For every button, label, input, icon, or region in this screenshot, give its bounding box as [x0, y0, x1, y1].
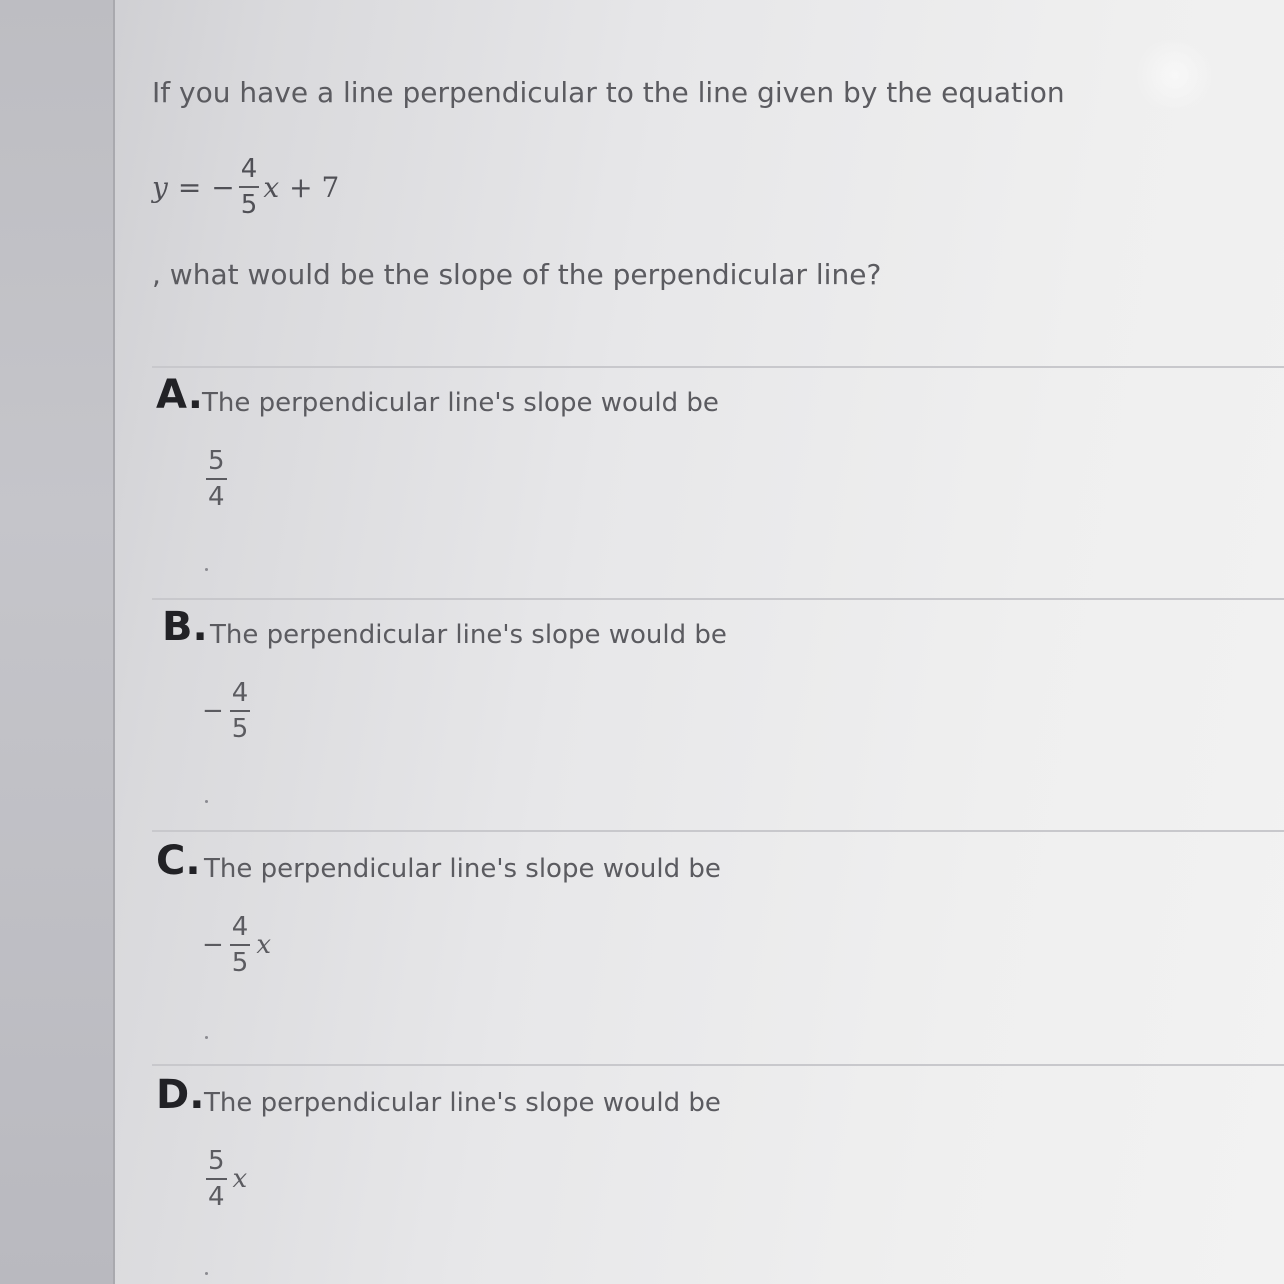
trailing-period [205, 1036, 208, 1039]
equation-denominator: 5 [240, 190, 258, 220]
option-a-numerator: 5 [208, 446, 225, 476]
option-a-denominator: 4 [208, 482, 225, 512]
option-d-letter: D. [156, 1072, 205, 1118]
option-b-answer [202, 680, 256, 742]
option-c-letter: C. [156, 838, 201, 884]
option-divider [152, 598, 1284, 600]
option-d-variable: x [232, 1164, 248, 1194]
option-a-fraction [206, 448, 227, 510]
option-d-denominator: 4 [208, 1182, 225, 1212]
option-b-text: The perpendicular line's slope would be [210, 620, 727, 650]
option-d-fraction [206, 1148, 227, 1210]
option-a[interactable] [152, 372, 1284, 598]
option-divider [152, 830, 1284, 832]
screen-glare [1130, 40, 1220, 110]
option-c-numerator: 4 [231, 912, 249, 942]
option-b-sign: − [202, 696, 224, 726]
trailing-period [205, 800, 208, 803]
option-c[interactable] [152, 838, 1284, 1064]
option-a-text: The perpendicular line's slope would be [202, 388, 719, 418]
option-d-answer [200, 1148, 247, 1210]
option-d-numerator: 5 [208, 1146, 225, 1176]
equation-sign: − [211, 170, 235, 204]
option-c-variable: x [256, 930, 272, 960]
question-equation [152, 142, 339, 232]
equation-lhs: y [152, 170, 168, 204]
option-b[interactable] [152, 604, 1284, 830]
question-line-1: If you have a line perpendicular to the line given by the equation [152, 76, 1065, 109]
trailing-period [205, 568, 208, 571]
option-a-letter: A. [156, 372, 203, 418]
left-sidebar-panel [0, 0, 115, 1284]
option-c-text: The perpendicular line's slope would be [204, 854, 721, 884]
equation-constant: + 7 [289, 170, 340, 204]
option-b-fraction [230, 680, 251, 742]
option-a-answer [200, 448, 233, 510]
option-b-letter: B. [162, 604, 208, 650]
equation-variable: x [263, 170, 280, 204]
equation-numerator: 4 [240, 154, 258, 184]
equation-fraction [239, 156, 260, 218]
option-c-denominator: 5 [231, 948, 249, 978]
option-divider [152, 366, 1284, 368]
option-c-sign: − [202, 930, 224, 960]
question-line-2: , what would be the slope of the perpendicular line? [152, 258, 882, 291]
option-c-fraction [230, 914, 251, 976]
option-b-denominator: 5 [231, 714, 249, 744]
equation-equals: = [177, 170, 202, 204]
option-c-answer [202, 914, 271, 976]
option-b-numerator: 4 [231, 678, 249, 708]
option-d-text: The perpendicular line's slope would be [204, 1088, 721, 1118]
trailing-period [205, 1272, 208, 1275]
option-divider [152, 1064, 1284, 1066]
option-d[interactable] [152, 1072, 1284, 1284]
